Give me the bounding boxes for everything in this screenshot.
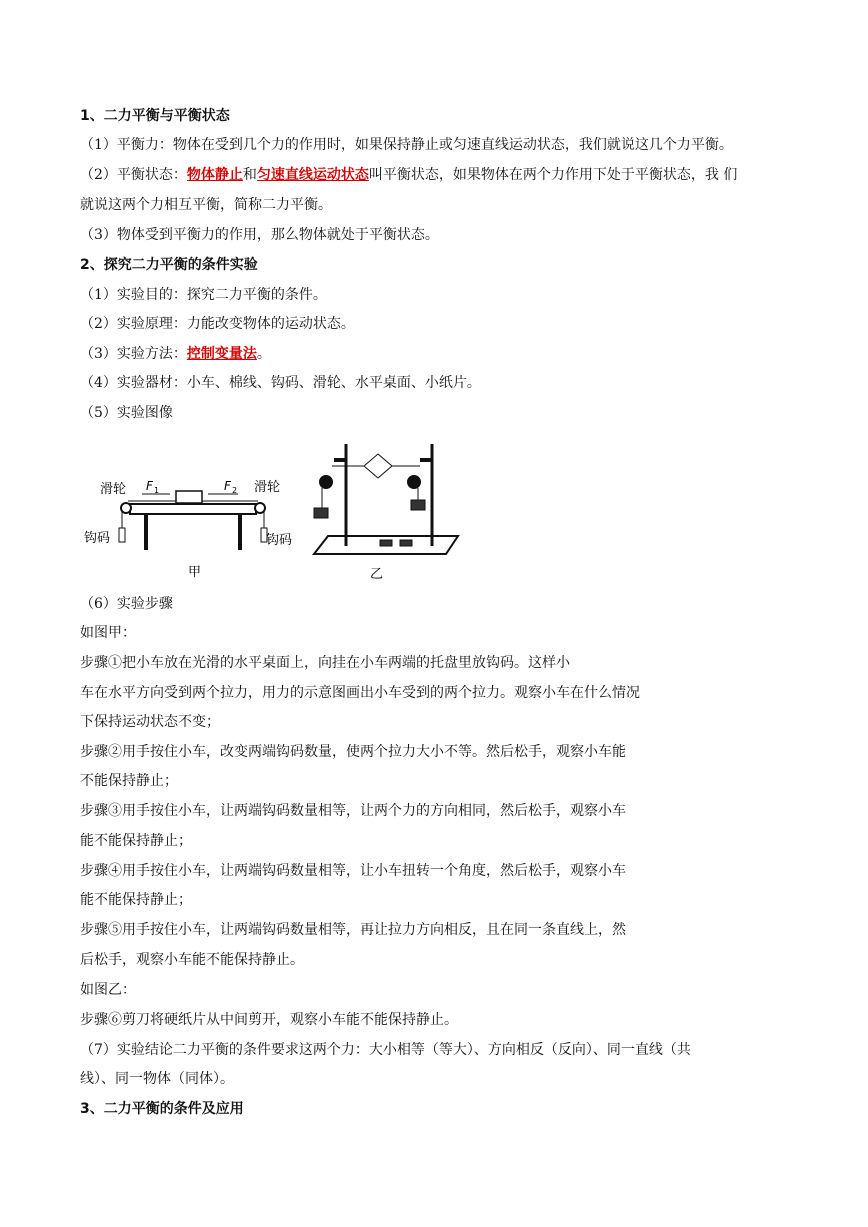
text-prefix: （3）实验方法： xyxy=(80,346,187,362)
paragraph-equipment: （4）实验器材：小车、棉线、钩码、滑轮、水平桌面、小纸片。 xyxy=(80,375,481,391)
paragraph-balance-result: （3）物体受到平衡力的作用，那么物体就处于平衡状态。 xyxy=(80,227,439,243)
pulley-b-left-icon xyxy=(320,476,332,488)
experiment-figure xyxy=(82,436,472,586)
caption-a: 甲 xyxy=(188,565,202,580)
paragraph-figure-a: 如图甲： xyxy=(80,625,136,641)
paragraph-balance-state xyxy=(80,165,737,185)
label-pulley-right: 滑轮 xyxy=(254,480,281,495)
block-2-icon xyxy=(400,540,412,546)
step-4-line-1: 步骤④用手按住小车，让两端钩码数量相等，让小车扭转一个角度，然后松手，观察小车 xyxy=(80,863,626,879)
figure-b-diagram xyxy=(314,444,458,554)
label-pulley-left: 滑轮 xyxy=(100,482,127,497)
paragraph-purpose: （1）实验目的：探究二力平衡的条件。 xyxy=(80,287,327,303)
step-4-line-2: 能不能保持静止； xyxy=(80,892,192,908)
paragraph-figure-b: 如图乙： xyxy=(80,982,136,998)
label-f1: F xyxy=(146,479,153,493)
paper-card xyxy=(364,454,392,478)
text-suffix: 叫平衡状态，如果物体在两个力作用下处于平衡状态，我 们 xyxy=(368,167,738,183)
section-1-heading: 1、二力平衡与平衡状态 xyxy=(80,108,230,124)
label-f2: F xyxy=(224,479,231,493)
paragraph-method xyxy=(80,344,271,364)
text-and: 和 xyxy=(242,167,257,183)
weight-b-right-icon xyxy=(411,500,425,510)
weight-left-icon xyxy=(119,528,125,542)
figure-a-diagram xyxy=(119,491,267,550)
step-1-line-3: 下保持运动状态不变； xyxy=(80,714,220,730)
step-5-line-2: 后松手，观察小车能不能保持静止。 xyxy=(80,952,304,968)
label-weight-right: 钩码 xyxy=(266,533,293,548)
text-prefix: （2）平衡状态： xyxy=(80,167,187,183)
highlight-static: 物体静止 xyxy=(186,167,243,183)
label-weight-left: 钩码 xyxy=(84,531,111,546)
cart xyxy=(176,491,202,503)
conclusion-line-2: 线）、同一物体（同体）。 xyxy=(80,1071,234,1087)
pulley-b-right-icon xyxy=(408,476,420,488)
label-f1-sub: 1 xyxy=(154,486,160,495)
step-2-line-2: 不能保持静止； xyxy=(80,773,178,789)
paragraph-balance-state-cont: 就说这两个力相互平衡，简称二力平衡。 xyxy=(80,197,332,213)
paragraph-image-title: （5）实验图像 xyxy=(80,405,173,421)
block-1-icon xyxy=(380,540,392,546)
step-6: 步骤⑥剪刀将硬纸片从中间剪开，观察小车能不能保持静止。 xyxy=(80,1012,458,1028)
section-2-heading: 2、探究二力平衡的条件实验 xyxy=(80,257,258,273)
step-3-line-1: 步骤③用手按住小车，让两端钩码数量相等，让两个力的方向相同，然后松手，观察小车 xyxy=(80,803,626,819)
table-top xyxy=(130,504,256,514)
step-5-line-1: 步骤⑤用手按住小车，让两端钩码数量相等，再让拉力方向相反，且在同一条直线上，然 xyxy=(80,922,626,938)
section-3-heading: 3、二力平衡的条件及应用 xyxy=(80,1101,244,1117)
text-suffix: 。 xyxy=(256,346,271,362)
caption-b: 乙 xyxy=(370,567,384,582)
step-1-line-1: 步骤①把小车放在光滑的水平桌面上，向挂在小车两端的托盘里放钩码。这样小 xyxy=(80,655,570,671)
highlight-control-variable: 控制变量法 xyxy=(186,346,257,362)
step-3-line-2: 能不能保持静止； xyxy=(80,833,192,849)
paragraph-steps-title: （6）实验步骤 xyxy=(80,596,173,612)
step-1-line-2: 车在水平方向受到两个拉力，用力的示意图画出小车受到的两个拉力。观察小车在什么情况 xyxy=(80,685,640,701)
weight-b-left-icon xyxy=(314,508,328,518)
highlight-uniform-motion: 匀速直线运动状态 xyxy=(256,167,369,183)
conclusion-line-1: （7）实验结论二力平衡的条件要求这两个力：大小相等（等大）、方向相反（反向）、同一直线（共 xyxy=(80,1042,691,1058)
paragraph-principle: （2）实验原理：力能改变物体的运动状态。 xyxy=(80,316,355,332)
paragraph-balance-force: （1）平衡力：物体在受到几个力的作用时，如果保持静止或匀速直线运动状态，我们就说这几个力平衡。 xyxy=(80,137,733,153)
step-2-line-1: 步骤②用手按住小车，改变两端钩码数量，使两个拉力大小不等。然后松手，观察小车能 xyxy=(80,744,626,760)
label-f2-sub: 2 xyxy=(232,486,238,495)
